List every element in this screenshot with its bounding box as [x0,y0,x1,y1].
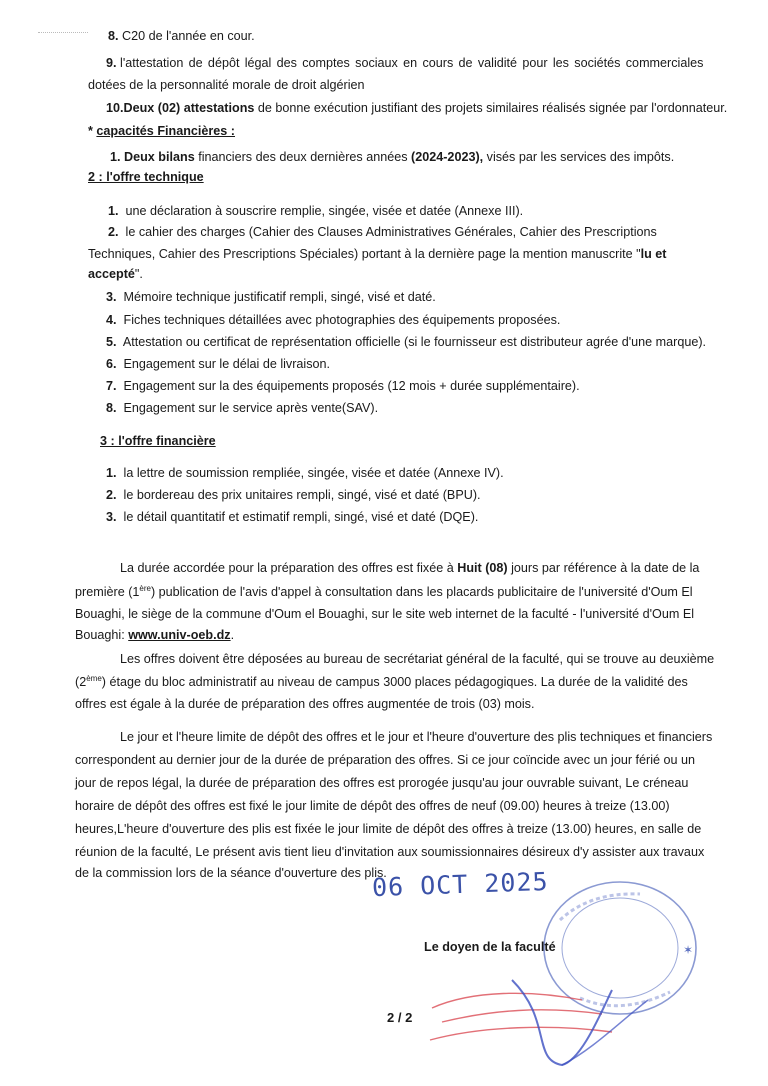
item-text: l'attestation de dépôt légal des comptes sociaux en cours de validité pour les sociétés commerciales [120,56,704,70]
text: première (1 [75,585,140,600]
item-text: le détail quantitatif et estimatif rempli, singé, visé et daté (DQE). [123,510,479,524]
paragraph-line: Le jour et l'heure limite de dépôt des offres et le jour et l'heure d'ouverture des plis techniques et financiers [120,730,713,744]
item-number: 1. [106,466,117,480]
bold-text: Huit (08) [457,561,508,575]
list-item [108,204,523,218]
item-bold-text: (2024-2023), [411,150,484,164]
item-number: 2. [108,225,119,239]
list-item [106,290,436,304]
item-number: 3. [106,290,117,304]
item-text: de bonne exécution justifiant des projets similaires réalisés signée par l'ordonnateur. [254,101,728,115]
item-number: 8. [108,29,119,43]
paragraph-line: Les offres doivent être déposées au bureau de secrétariat général de la faculté, qui se trouve au deuxième [120,652,715,666]
item-text: ". [134,267,143,281]
item-text-continued [88,247,666,261]
list-item [106,357,330,371]
heading-title: capacités Financières : [96,124,236,138]
item-bold-text: Deux (02) attestations [123,101,255,115]
paragraph-line: réunion de la faculté, Le présent avis tient lieu d'invitation aux soumissionnaires désireux d'y assister aux travaux [75,845,705,859]
list-item [106,379,580,393]
svg-text:✶: ✶ [683,943,694,957]
item-text-continued [88,267,143,281]
scan-mark [38,32,88,34]
item-number: 9. [106,56,117,70]
item-text: Engagement sur le délai de livraison. [123,357,331,371]
list-item [106,313,560,327]
item-text: Mémoire technique justificatif rempli, singé, visé et daté. [123,290,436,304]
list-item [106,488,481,502]
item-text: Fiches techniques détaillées avec photographies des équipements proposées. [123,313,561,327]
paragraph-line [75,628,234,642]
list-item [106,401,378,415]
item-text: le cahier des charges (Cahier des Clauses Administratives Générales, Cahier des Prescriptions [125,225,657,239]
website-link[interactable]: www.univ-oeb.dz [128,628,231,642]
list-item [106,101,727,115]
text: ) étage du bloc administratif au niveau de campus 3000 places pédagogiques. La durée de la validité des [101,675,688,690]
item-number: 1. [110,150,121,164]
paragraph-line [75,674,688,689]
item-text: Engagement sur le service après vente(SAV). [123,401,379,415]
list-item [110,150,674,164]
item-number: 3. [106,510,117,524]
text: La durée accordée pour la préparation des offres est fixée à [120,561,458,575]
item-text: une déclaration à souscrire remplie, singée, visée et datée (Annexe III). [125,204,524,218]
paragraph-line: Bouaghi, le siège de la commune d'Oum el Bouaghi, sur le site web internet de la faculté - l'université d'Oum El [75,607,695,621]
item-number: 7. [106,379,117,393]
list-item [106,466,504,480]
item-number: 8. [106,401,117,415]
item-number: 5. [106,335,117,349]
item-text: visés par les services des impôts. [483,150,675,164]
signature-title: Le doyen de la faculté [424,940,556,954]
paragraph-line: correspondent au dernier jour de la durée de préparation des offres. Si ce jour coïncide avec un jour férié ou un [75,753,696,767]
paragraph-line: jour de repos légal, la durée de préparation des offres est prorogée jusqu'au jour ouvrable suivant, Le créneau [75,776,689,790]
text: Bouaghi: [75,628,129,642]
item-bold-text: lu et [640,247,667,261]
item-number: 10. [106,101,124,115]
item-bold-text: Deux bilans [124,150,195,164]
handwritten-signature [412,960,672,1070]
page-number: 2 / 2 [387,1010,413,1025]
superscript: ème [86,674,102,683]
item-text-continued: dotées de la personnalité morale de droit algérien [88,78,365,92]
list-item [106,56,703,70]
list-item [106,510,478,524]
section-heading [88,124,235,138]
paragraph-line: heures,L'heure d'ouverture des plis est fixée le jour limite de dépôt des offres à treize (13.00) heures, en salle de [75,822,702,836]
item-number: 1. [108,204,119,218]
item-text: financiers des deux dernières années [194,150,412,164]
section-heading: 3 : l'offre financière [100,434,216,448]
paragraph-line: horaire de dépôt des offres est fixé le jour limite de dépôt des offres de neuf (09.00) heures à treize (13.00) [75,799,670,813]
item-number: 2. [106,488,117,502]
list-item [106,335,706,349]
paragraph-line [120,561,699,575]
text: . [230,628,235,642]
heading-star: * [88,124,97,138]
item-text: la lettre de soumission rempliée, singée, visée et datée (Annexe IV). [123,466,504,480]
text: jours par référence à la date de la [507,561,700,575]
item-text: le bordereau des prix unitaires rempli, singé, visé et daté (BPU). [123,488,481,502]
superscript: ère [139,584,151,593]
date-stamp: 06 OCT 2025 [371,866,550,903]
item-text: C20 de l'année en cour. [122,29,255,43]
item-bold-text: accepté [88,267,135,281]
list-item [108,29,255,43]
item-text: Attestation ou certificat de représentation officielle (si le fournisseur est distributeur agrée d'une marque). [122,335,707,349]
text: ) publication de l'avis d'appel à consultation dans les placards publicitaire de l'université d'Oum El [150,585,693,600]
paragraph-line [75,584,693,599]
item-number: 6. [106,357,117,371]
paragraph-line: offres est égale à la durée de préparation des offres augmentée de trois (03) mois. [75,697,535,711]
item-text: Engagement sur la des équipements proposés (12 mois + durée supplémentaire). [123,379,580,393]
list-item [108,225,657,239]
section-heading: 2 : l'offre technique [88,170,204,184]
text: (2 [75,675,87,690]
item-number: 4. [106,313,117,327]
paragraph-line: de la commission lors de la séance d'ouverture des plis. [75,866,387,880]
item-text: Techniques, Cahier des Prescriptions Spéciales) portant à la dernière page la mention manuscrite " [88,247,641,261]
